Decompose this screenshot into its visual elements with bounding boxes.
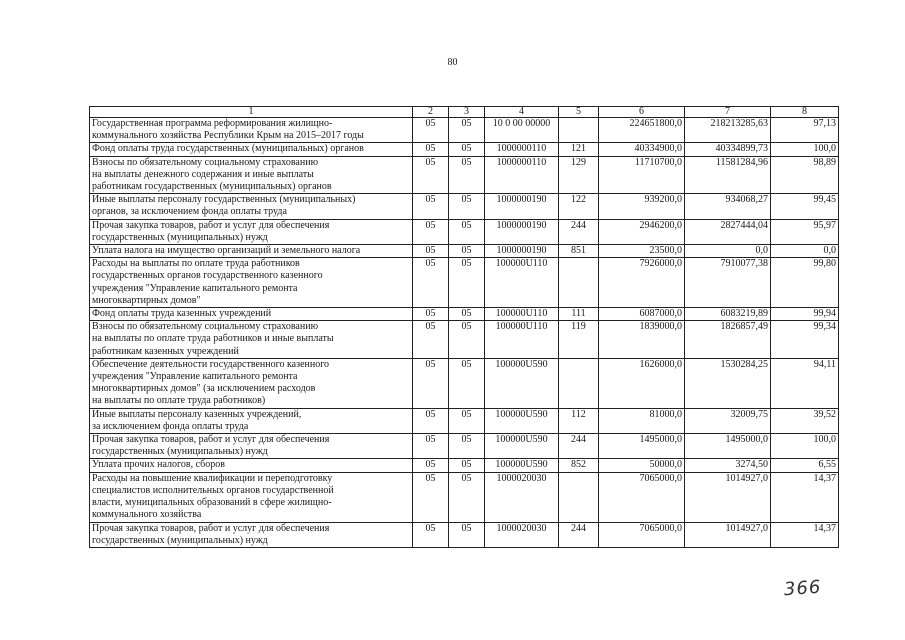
execution-percent-cell: 14,37 (771, 472, 839, 522)
subsection-cell: 05 (449, 472, 485, 522)
planned-amount-cell: 1626000,0 (599, 358, 685, 408)
table-body (90, 118, 839, 548)
target-article-cell: 1000000110 (485, 143, 559, 156)
table-row (90, 219, 839, 244)
table-row (90, 156, 839, 194)
target-article-cell: 1000000190 (485, 245, 559, 258)
budget-table (89, 106, 839, 548)
actual-amount-cell: 11581284,96 (685, 156, 771, 194)
section-cell: 05 (413, 408, 449, 433)
execution-percent-cell: 99,34 (771, 321, 839, 359)
row-name-cell: Прочая закупка товаров, работ и услуг для обеспечения государственных (муниципальных) нужд (90, 522, 413, 547)
target-article-cell: 10 0 00 00000 (485, 118, 559, 143)
planned-amount-cell: 7065000,0 (599, 472, 685, 522)
execution-percent-cell: 94,11 (771, 358, 839, 408)
row-name-cell: Фонд оплаты труда казенных учреждений (90, 308, 413, 321)
actual-amount-cell: 1014927,0 (685, 472, 771, 522)
planned-amount-cell: 6087000,0 (599, 308, 685, 321)
row-name-cell: Уплата налога на имущество организаций и земельного налога (90, 245, 413, 258)
planned-amount-cell: 50000,0 (599, 459, 685, 472)
expense-type-cell: 112 (559, 408, 599, 433)
section-cell: 05 (413, 118, 449, 143)
target-article-cell: 100000U110 (485, 258, 559, 308)
planned-amount-cell: 1495000,0 (599, 434, 685, 459)
actual-amount-cell: 32009,75 (685, 408, 771, 433)
page-stamp: 366 (783, 576, 823, 601)
section-cell: 05 (413, 434, 449, 459)
execution-percent-cell: 95,97 (771, 219, 839, 244)
expense-type-cell: 851 (559, 245, 599, 258)
execution-percent-cell: 100,0 (771, 434, 839, 459)
target-article-cell: 100000U590 (485, 358, 559, 408)
actual-amount-cell: 1014927,0 (685, 522, 771, 547)
page-number: 80 (447, 57, 458, 68)
actual-amount-cell: 7910077,38 (685, 258, 771, 308)
section-cell: 05 (413, 308, 449, 321)
expense-type-cell: 244 (559, 219, 599, 244)
table-row (90, 321, 839, 359)
column-header: 4 (485, 107, 559, 118)
actual-amount-cell: 1530284,25 (685, 358, 771, 408)
planned-amount-cell: 81000,0 (599, 408, 685, 433)
row-name-cell: Иные выплаты персоналу государственных (муниципальных) органов, за исключением фонда оплаты труда (90, 194, 413, 219)
actual-amount-cell: 6083219,89 (685, 308, 771, 321)
subsection-cell: 05 (449, 408, 485, 433)
table-row (90, 408, 839, 433)
execution-percent-cell: 97,13 (771, 118, 839, 143)
subsection-cell: 05 (449, 143, 485, 156)
table-row (90, 472, 839, 522)
table-row (90, 358, 839, 408)
execution-percent-cell: 99,45 (771, 194, 839, 219)
section-cell: 05 (413, 219, 449, 244)
subsection-cell: 05 (449, 258, 485, 308)
column-header: 8 (771, 107, 839, 118)
table-row (90, 522, 839, 547)
actual-amount-cell: 218213285,63 (685, 118, 771, 143)
target-article-cell: 1000020030 (485, 472, 559, 522)
subsection-cell: 05 (449, 434, 485, 459)
subsection-cell: 05 (449, 358, 485, 408)
column-header: 6 (599, 107, 685, 118)
execution-percent-cell: 6,55 (771, 459, 839, 472)
row-name-cell: Взносы по обязательному социальному страхованию на выплаты по оплате труда работников и иные выплаты работникам казенных учреждений (90, 321, 413, 359)
table-row (90, 143, 839, 156)
actual-amount-cell: 1826857,49 (685, 321, 771, 359)
section-cell: 05 (413, 321, 449, 359)
actual-amount-cell: 40334899,73 (685, 143, 771, 156)
execution-percent-cell: 14,37 (771, 522, 839, 547)
expense-type-cell: 119 (559, 321, 599, 359)
table-row (90, 434, 839, 459)
actual-amount-cell: 0,0 (685, 245, 771, 258)
planned-amount-cell: 23500,0 (599, 245, 685, 258)
planned-amount-cell: 2946200,0 (599, 219, 685, 244)
expense-type-cell: 244 (559, 434, 599, 459)
expense-type-cell: 244 (559, 522, 599, 547)
expense-type-cell (559, 358, 599, 408)
subsection-cell: 05 (449, 194, 485, 219)
subsection-cell: 05 (449, 156, 485, 194)
target-article-cell: 100000U590 (485, 459, 559, 472)
table-row (90, 459, 839, 472)
column-header: 7 (685, 107, 771, 118)
actual-amount-cell: 3274,50 (685, 459, 771, 472)
planned-amount-cell: 7065000,0 (599, 522, 685, 547)
target-article-cell: 100000U110 (485, 308, 559, 321)
planned-amount-cell: 939200,0 (599, 194, 685, 219)
planned-amount-cell: 40334900,0 (599, 143, 685, 156)
expense-type-cell (559, 118, 599, 143)
section-cell: 05 (413, 459, 449, 472)
planned-amount-cell: 1839000,0 (599, 321, 685, 359)
section-cell: 05 (413, 358, 449, 408)
target-article-cell: 100000U590 (485, 408, 559, 433)
expense-type-cell: 111 (559, 308, 599, 321)
target-article-cell: 1000000190 (485, 194, 559, 219)
section-cell: 05 (413, 194, 449, 219)
section-cell: 05 (413, 472, 449, 522)
expense-type-cell: 122 (559, 194, 599, 219)
table-row (90, 258, 839, 308)
section-cell: 05 (413, 258, 449, 308)
planned-amount-cell: 7926000,0 (599, 258, 685, 308)
table-row (90, 308, 839, 321)
table-row (90, 245, 839, 258)
row-name-cell: Уплата прочих налогов, сборов (90, 459, 413, 472)
subsection-cell: 05 (449, 522, 485, 547)
row-name-cell: Фонд оплаты труда государственных (муниципальных) органов (90, 143, 413, 156)
execution-percent-cell: 0,0 (771, 245, 839, 258)
table-row (90, 194, 839, 219)
execution-percent-cell: 100,0 (771, 143, 839, 156)
target-article-cell: 1000020030 (485, 522, 559, 547)
row-name-cell: Обеспечение деятельности государственного казенного учреждения "Управление капитального ремонта многоквартирных домов" (за исключением расходов на выплаты по оплате труда работников) (90, 358, 413, 408)
expense-type-cell: 121 (559, 143, 599, 156)
subsection-cell: 05 (449, 219, 485, 244)
execution-percent-cell: 99,94 (771, 308, 839, 321)
planned-amount-cell: 11710700,0 (599, 156, 685, 194)
section-cell: 05 (413, 245, 449, 258)
subsection-cell: 05 (449, 118, 485, 143)
subsection-cell: 05 (449, 308, 485, 321)
actual-amount-cell: 1495000,0 (685, 434, 771, 459)
table-row (90, 118, 839, 143)
target-article-cell: 1000000190 (485, 219, 559, 244)
expense-type-cell: 852 (559, 459, 599, 472)
planned-amount-cell: 224651800,0 (599, 118, 685, 143)
section-cell: 05 (413, 522, 449, 547)
row-name-cell: Взносы по обязательному социальному страхованию на выплаты денежного содержания и иные выплаты работникам государственных (муниципальных) органов (90, 156, 413, 194)
expense-type-cell (559, 472, 599, 522)
section-cell: 05 (413, 143, 449, 156)
expense-type-cell: 129 (559, 156, 599, 194)
column-header: 5 (559, 107, 599, 118)
target-article-cell: 100000U590 (485, 434, 559, 459)
column-header: 2 (413, 107, 449, 118)
subsection-cell: 05 (449, 321, 485, 359)
row-name-cell: Прочая закупка товаров, работ и услуг для обеспечения государственных (муниципальных) нужд (90, 434, 413, 459)
actual-amount-cell: 2827444,04 (685, 219, 771, 244)
execution-percent-cell: 39,52 (771, 408, 839, 433)
header-row (90, 107, 839, 118)
section-cell: 05 (413, 156, 449, 194)
target-article-cell: 1000000110 (485, 156, 559, 194)
execution-percent-cell: 99,80 (771, 258, 839, 308)
row-name-cell: Государственная программа реформирования жилищно- коммунального хозяйства Республики Крым на 2015–2017 годы (90, 118, 413, 143)
table-header (90, 107, 839, 118)
column-header: 3 (449, 107, 485, 118)
subsection-cell: 05 (449, 459, 485, 472)
row-name-cell: Расходы на повышение квалификации и переподготовку специалистов исполнительных органов государственной власти, муниципальных образований в сфере жилищно- коммунального хозяйства (90, 472, 413, 522)
target-article-cell: 100000U110 (485, 321, 559, 359)
row-name-cell: Прочая закупка товаров, работ и услуг для обеспечения государственных (муниципальных) нужд (90, 219, 413, 244)
actual-amount-cell: 934068,27 (685, 194, 771, 219)
row-name-cell: Расходы на выплаты по оплате труда работников государственных органов государственного казенного учреждения "Управление капитального ремонта многоквартирных домов" (90, 258, 413, 308)
execution-percent-cell: 98,89 (771, 156, 839, 194)
subsection-cell: 05 (449, 245, 485, 258)
column-header: 1 (90, 107, 413, 118)
row-name-cell: Иные выплаты персоналу казенных учреждений, за исключением фонда оплаты труда (90, 408, 413, 433)
expense-type-cell (559, 258, 599, 308)
